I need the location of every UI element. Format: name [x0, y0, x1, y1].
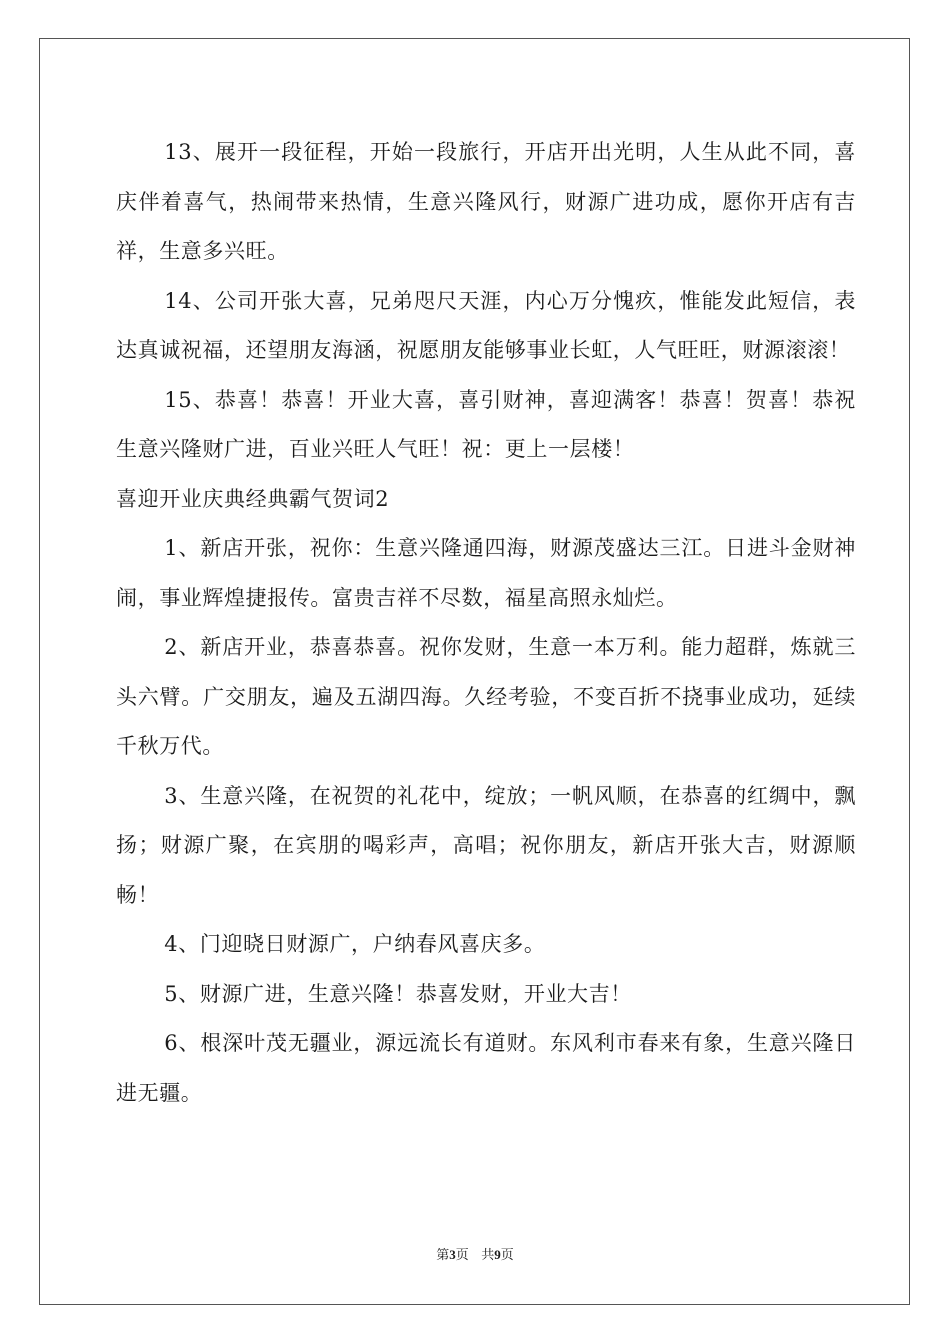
paragraph-14: 14、公司开张大喜，兄弟咫尺天涯，内心万分愧疚，惟能发此短信，表达真诚祝福，还望朋友海涵，祝愿朋友能够事业长虹，人气旺旺，财源滚滚！ — [116, 288, 856, 362]
paragraph-6: 6、根深叶茂无疆业，源远流长有道财。东风利市春来有象，生意兴隆日进无疆。 — [116, 1031, 856, 1105]
footer-total-suffix: 页 — [500, 1248, 514, 1263]
footer-page-number: 3 — [449, 1247, 456, 1262]
page-footer — [0, 1244, 950, 1263]
paragraph-3: 3、生意兴隆，在祝贺的礼花中，绽放；一帆风顺，在恭喜的红绸中，飘扬；财源广聚，在宾朋的喝彩声，高唱；祝你朋友，新店开张大吉，财源顺畅！ — [116, 783, 856, 907]
paragraph-13: 13、展开一段征程，开始一段旅行，开店开出光明，人生从此不同，喜庆伴着喜气，热闹带来热情，生意兴隆风行，财源广进功成，愿你开店有吉祥，生意多兴旺。 — [116, 140, 856, 263]
section-heading: 喜迎开业庆典经典霸气贺词2 — [116, 486, 390, 511]
document-body — [116, 128, 856, 1118]
footer-total-prefix: 共 — [481, 1248, 495, 1263]
paragraph-5: 5、财源广进，生意兴隆！恭喜发财，开业大吉！ — [164, 981, 632, 1006]
paragraph-2: 2、新店开业，恭喜恭喜。祝你发财，生意一本万利。能力超群，炼就三头六臂。广交朋友，遍及五湖四海。久经考验，不变百折不挠事业成功，延续千秋万代。 — [116, 635, 856, 758]
footer-page-suffix: 页 — [455, 1248, 469, 1263]
paragraph-15: 15、恭喜！恭喜！开业大喜，喜引财神，喜迎满客！恭喜！贺喜！恭祝生意兴隆财广进，百业兴旺人气旺！祝：更上一层楼！ — [116, 387, 856, 461]
paragraph-4: 4、门迎晓日财源广，户纳春风喜庆多。 — [164, 932, 546, 956]
footer-total-pages: 9 — [494, 1247, 501, 1262]
paragraph-1: 1、新店开张，祝你：生意兴隆通四海，财源茂盛达三江。日进斗金财神闹，事业辉煌捷报传。富贵吉祥不尽数，福星高照永灿烂。 — [116, 536, 856, 610]
footer-prefix: 第 — [436, 1248, 450, 1263]
